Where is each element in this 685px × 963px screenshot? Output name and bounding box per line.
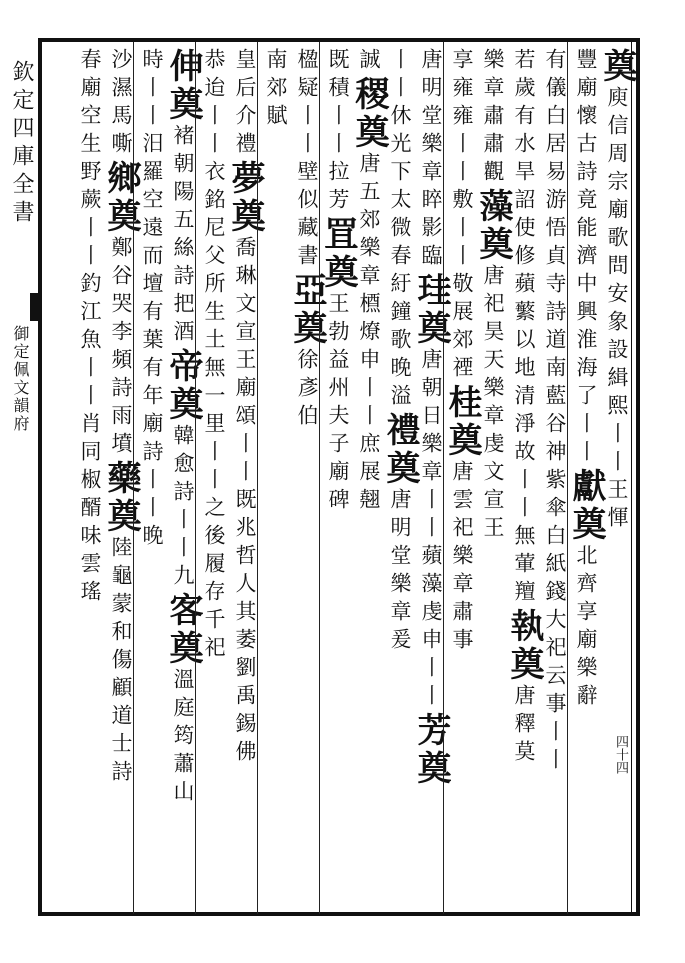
headword: 藻奠: [473, 188, 513, 264]
headword: 夢奠: [225, 160, 265, 236]
page-number: 四十四: [613, 735, 628, 774]
column-rule: [257, 42, 258, 914]
entry-text: 誠: [357, 48, 381, 76]
text-column: [566, 48, 606, 908]
entry-text: 王勃益州夫子廟碑: [326, 292, 350, 516]
entry-text: 申丨丨庶展翹: [357, 348, 381, 516]
entry-text: 豐廟懷古詩竟能濟中興淮海了丨丨: [574, 48, 598, 468]
entry-text: 恭迨丨丨: [202, 48, 226, 160]
entry-text: 大祀云事丨丨: [543, 608, 567, 776]
headword: 藥奠: [101, 460, 141, 536]
headword: 罝奠: [318, 216, 358, 292]
entry-text: 唐祀昊天樂章虔: [481, 264, 505, 460]
entry-text: 生野蕨丨丨釣江魚: [78, 132, 102, 356]
entry-text: 褚朝陽五絲詩把酒: [171, 124, 195, 348]
entry-text: 若歲有水旱詔使修蘋蘩以地清淨故丨丨無葷羶: [512, 48, 536, 608]
text-column: [73, 48, 107, 908]
entry-text: 丨丨肖同椒醑味雲瑤: [78, 356, 102, 608]
entry-text: 唐朝日樂章丨丨: [419, 348, 443, 544]
headword: 獻奠: [566, 468, 606, 544]
entry-text: 文宣王: [481, 460, 505, 544]
headword: 伸奠: [163, 48, 203, 124]
entry-text: 皇后介禮: [233, 48, 257, 160]
headword: 執奠: [504, 608, 544, 684]
entry-text: 庾信周宗廟歌問安象設緝熙丨丨王惲: [605, 86, 629, 534]
entry-text: 楹疑丨丨壁似藏書: [295, 48, 319, 272]
entry-text: 北齊享廟樂辭: [574, 544, 598, 712]
entry-text: 唐五郊樂章槱燎: [357, 152, 381, 348]
book-title: 欽定四庫全書: [9, 60, 34, 228]
entry-text: 徐彥伯: [295, 348, 319, 432]
column-rule: [133, 42, 134, 914]
headword: 稷奠: [349, 76, 389, 152]
entry-text: 唐明堂樂章睟影臨: [419, 48, 443, 272]
entry-text: 衣銘尼父所生土無一里丨丨之後履存千祀: [202, 160, 226, 664]
text-column: [318, 48, 358, 908]
headword: 帝奠: [163, 348, 203, 424]
headword: 奠: [597, 48, 637, 86]
entry-text: 有儀白居易游悟貞寺詩道南藍谷神紫傘白紙錢: [543, 48, 567, 608]
headword: 禮奠: [380, 412, 420, 488]
entry-text: 丨丨休光下太微: [388, 48, 412, 244]
entry-text: 壇有葉有年: [140, 272, 164, 412]
entry-text: 既積丨丨拉芳: [326, 48, 350, 216]
entry-text: 唐釋莫: [512, 684, 536, 768]
column-rule: [319, 42, 320, 914]
text-column: [197, 48, 231, 908]
entry-text: 春紆鐘歌晚溢: [388, 244, 412, 412]
entry-text: 唐明堂樂章爰: [388, 488, 412, 656]
entry-text: 享雍雍丨丨: [450, 48, 474, 188]
entry-text: 廟詩丨丨晚: [140, 412, 164, 552]
column-rule: [567, 42, 568, 914]
entry-text: 韓愈詩丨丨九: [171, 424, 195, 592]
text-column: [504, 48, 544, 908]
headword: 鄉奠: [101, 160, 141, 236]
entry-text: 敷丨丨敬展郊禋: [450, 188, 474, 384]
column-rule: [443, 42, 444, 914]
book-subtitle: 御定佩文韻府: [11, 325, 30, 433]
entry-text: 樂章肅肅觀: [481, 48, 505, 188]
entry-text: 蘋藻虔申丨丨: [419, 544, 443, 712]
entry-text: 喬琳文宣王廟頌丨丨既兆哲人其萎劉禹錫佛: [233, 236, 257, 768]
entry-text: 鄭谷哭李頻詩雨墳: [109, 236, 133, 460]
entry-text: 溫庭筠蕭山: [171, 668, 195, 808]
entry-text: 沙濕馬嘶: [109, 48, 133, 160]
entry-text: 春廟空: [78, 48, 102, 132]
entry-text: 南郊賦: [264, 48, 288, 132]
entry-text: 時丨丨汨羅空遠而: [140, 48, 164, 272]
headword: 客奠: [163, 592, 203, 668]
text-column: [349, 48, 389, 908]
entry-text: 唐雲祀樂章肅事: [450, 460, 474, 656]
entry-text: 陸龜蒙和傷顧道士詩: [109, 536, 133, 788]
headword: 亞奠: [287, 272, 327, 348]
fishtail-mark: [30, 293, 40, 321]
headword: 桂奠: [442, 384, 482, 460]
column-rule: [195, 42, 196, 914]
text-column: [473, 48, 513, 908]
headword: 芳奠: [411, 712, 451, 788]
headword: 珪奠: [411, 272, 451, 348]
text-column: [380, 48, 420, 908]
